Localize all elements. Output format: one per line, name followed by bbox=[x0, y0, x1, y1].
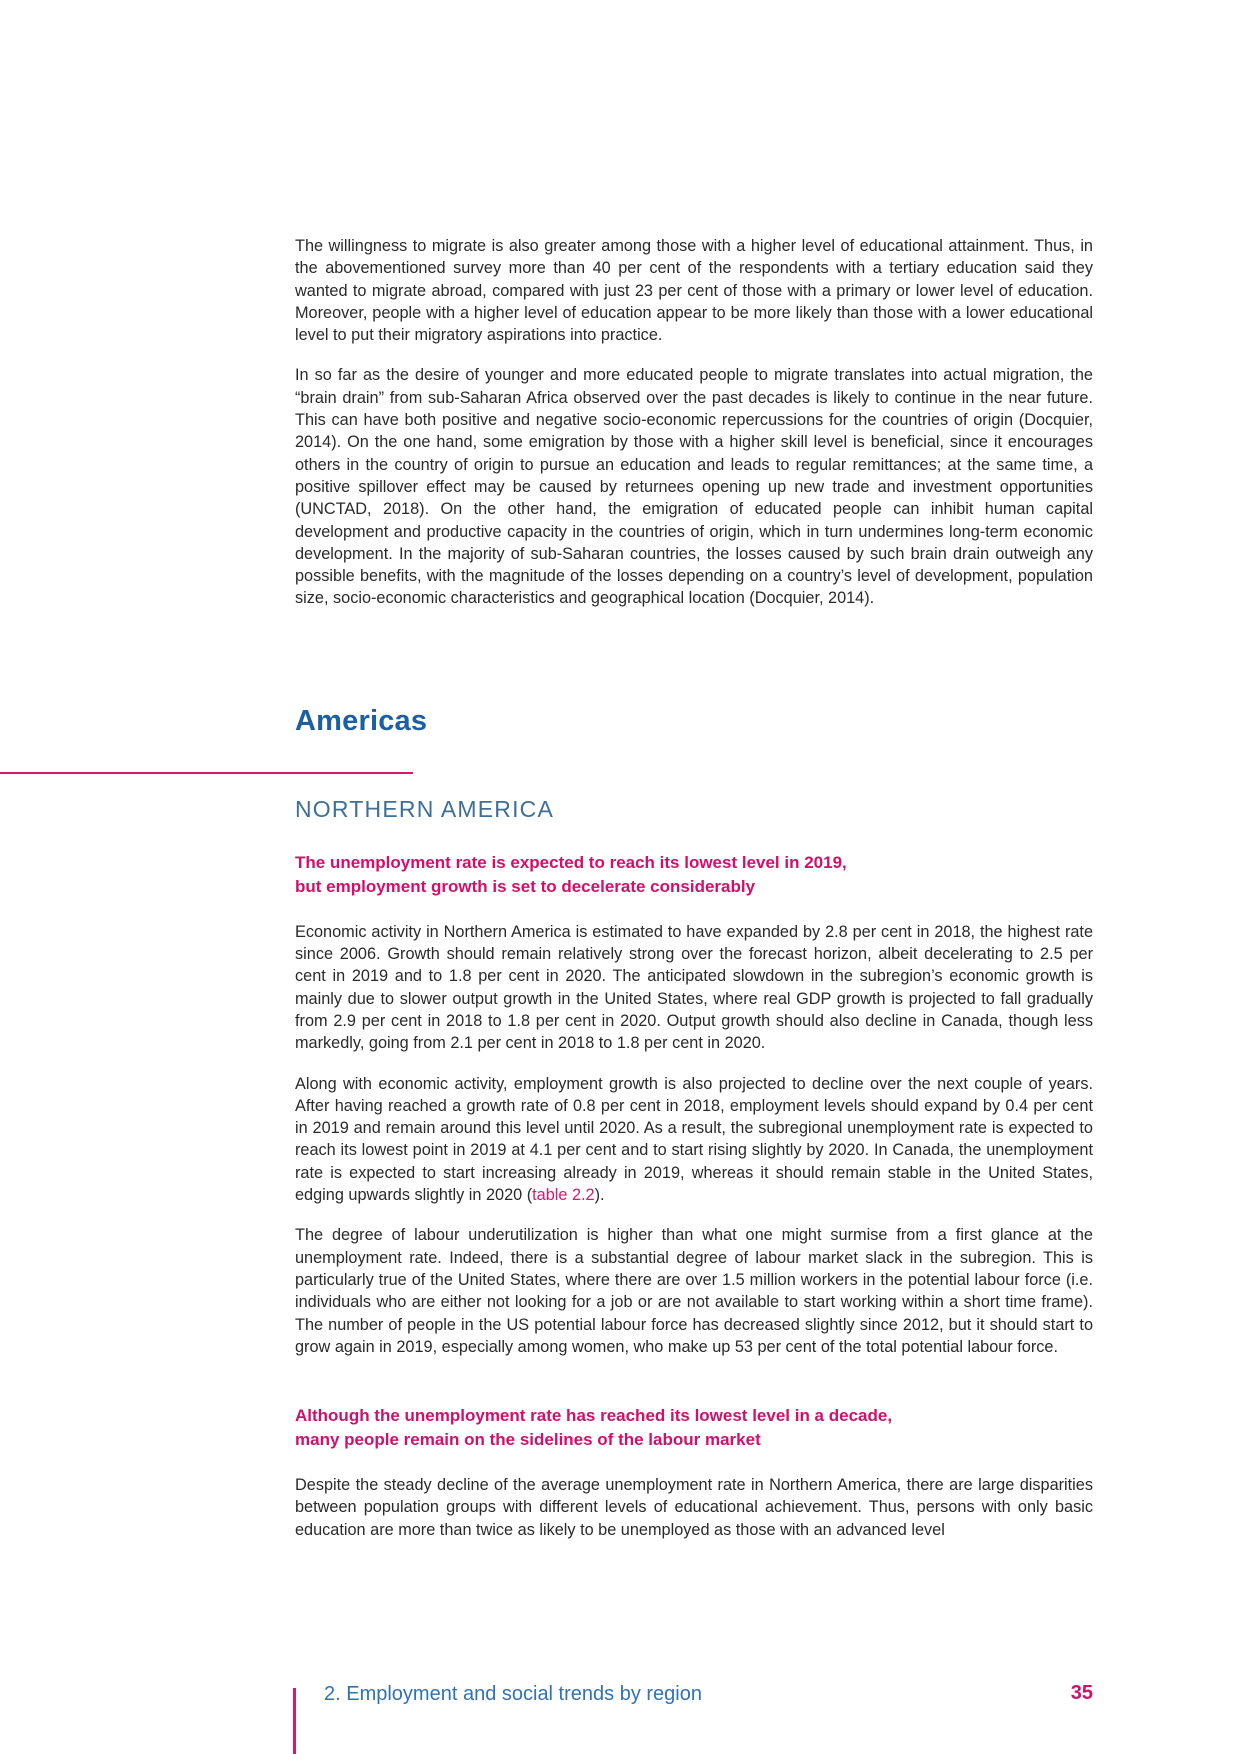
footer-accent-bar bbox=[293, 1688, 296, 1754]
paragraph-employment-growth-end: ). bbox=[594, 1186, 605, 1205]
page-content bbox=[295, 235, 1093, 1559]
paragraph-migration-education: The willingness to migrate is also greater among those with a higher level of educational attainment. Thus, in the abovementioned survey more than 40 per cent of the respondents with a tertiary education said they wanted to migrate abroad, compared with just 23 per cent of those with a primary or lower level of education. Moreover, people with a higher level of education appear to be more likely than those with a lower educational level to put their migratory aspirations into practice. bbox=[295, 237, 1093, 345]
lead-heading-1-line1: The unemployment rate is expected to reach its lowest level in 2019, bbox=[295, 852, 847, 872]
lead-heading-1-line2: but employment growth is set to decelerate considerably bbox=[295, 876, 756, 896]
lead-heading-2-line1: Although the unemployment rate has reached its lowest level in a decade, bbox=[295, 1406, 893, 1426]
lead-heading-1 bbox=[295, 851, 1093, 899]
table-reference-link[interactable]: table 2.2 bbox=[532, 1186, 595, 1205]
section-divider bbox=[0, 772, 413, 774]
paragraph-disparities: Despite the steady decline of the average unemployment rate in Northern America, there are large disparities between population groups with different levels of educational achievement. Thus, persons with only basic education are more than twice as likely to be unemployed as those with an advanced level bbox=[295, 1476, 1093, 1539]
page-number: 35 bbox=[1070, 1682, 1093, 1704]
section-title: Americas bbox=[295, 704, 428, 737]
paragraph-brain-drain: In so far as the desire of younger and more educated people to migrate translates into actual migration, the “brain drain” from sub-Saharan Africa observed over the past decades is likely to continue in the near future. This can have both positive and negative socio-economic repercussions for the countries of origin (Docquier, 2014). On the one hand, some emigration by those with a higher skill level is beneficial, since it encourages others in the country of origin to pursue an education and leads to regular remittances; at the same time, a positive spillover effect may be caused by returnees opening up new trade and investment opportunities (UNCTAD, 2018). On the other hand, the emigration of educated people can inhibit human capital development and productive capacity in the countries of origin, which in turn undermines long-term economic development. In the majority of sub-Saharan countries, the losses caused by such brain drain outweigh any possible benefits, with the magnitude of the losses depending on a country’s level of development, population size, socio-economic characteristics and geographical location (Docquier, 2014). bbox=[295, 366, 1093, 608]
lead-heading-2 bbox=[295, 1404, 1093, 1452]
paragraph-employment-growth bbox=[295, 1073, 1093, 1207]
lead-heading-2-line2: many people remain on the sidelines of the labour market bbox=[295, 1430, 761, 1450]
paragraph-economic-activity: Economic activity in Northern America is estimated to have expanded by 2.8 per cent in 2018, the highest rate since 2006. Growth should remain relatively strong over the forecast horizon, albeit decelerating to 2.5 per cent in 2019 and to 1.8 per cent in 2020. The anticipated slowdown in the subregion’s economic growth is mainly due to slower output growth in the United States, where real GDP growth is projected to fall gradually from 2.9 per cent in 2018 to 1.8 per cent in 2020. Output growth should also decline in Canada, though less markedly, going from 2.1 per cent in 2018 to 1.8 per cent in 2020. bbox=[295, 922, 1093, 1053]
footer-chapter-title: 2. Employment and social trends by region bbox=[324, 1683, 702, 1705]
paragraph-underutilization: The degree of labour underutilization is higher than what one might surmise from a first glance at the unemployment rate. Indeed, there is a substantial degree of labour market slack in the subregion. This is particularly true of the United States, where there are over 1.5 million workers in the potential labour force (i.e. individuals who are either not looking for a job or are not available to start working within a short time frame). The number of people in the US potential labour force has decreased slightly since 2012, but it should start to grow again in 2019, especially among women, who make up 53 per cent of the total potential labour force. bbox=[295, 1226, 1093, 1356]
paragraph-employment-growth-text: Along with economic activity, employment growth is also projected to decline over the next couple of years. After having reached a growth rate of 0.8 per cent in 2018, employment levels should expand by 0.4 per cent in 2019 and remain around this level until 2020. As a result, the subregional unemployment rate is expected to reach its lowest point in 2019 at 4.1 per cent and to start rising slightly by 2020. In Canada, the unemployment rate is expected to start increasing already in 2019, whereas it should remain stable in the United States, edging upwards slightly in 2020 ( bbox=[295, 1074, 1093, 1205]
subsection-title: NORTHERN AMERICA bbox=[295, 795, 555, 822]
